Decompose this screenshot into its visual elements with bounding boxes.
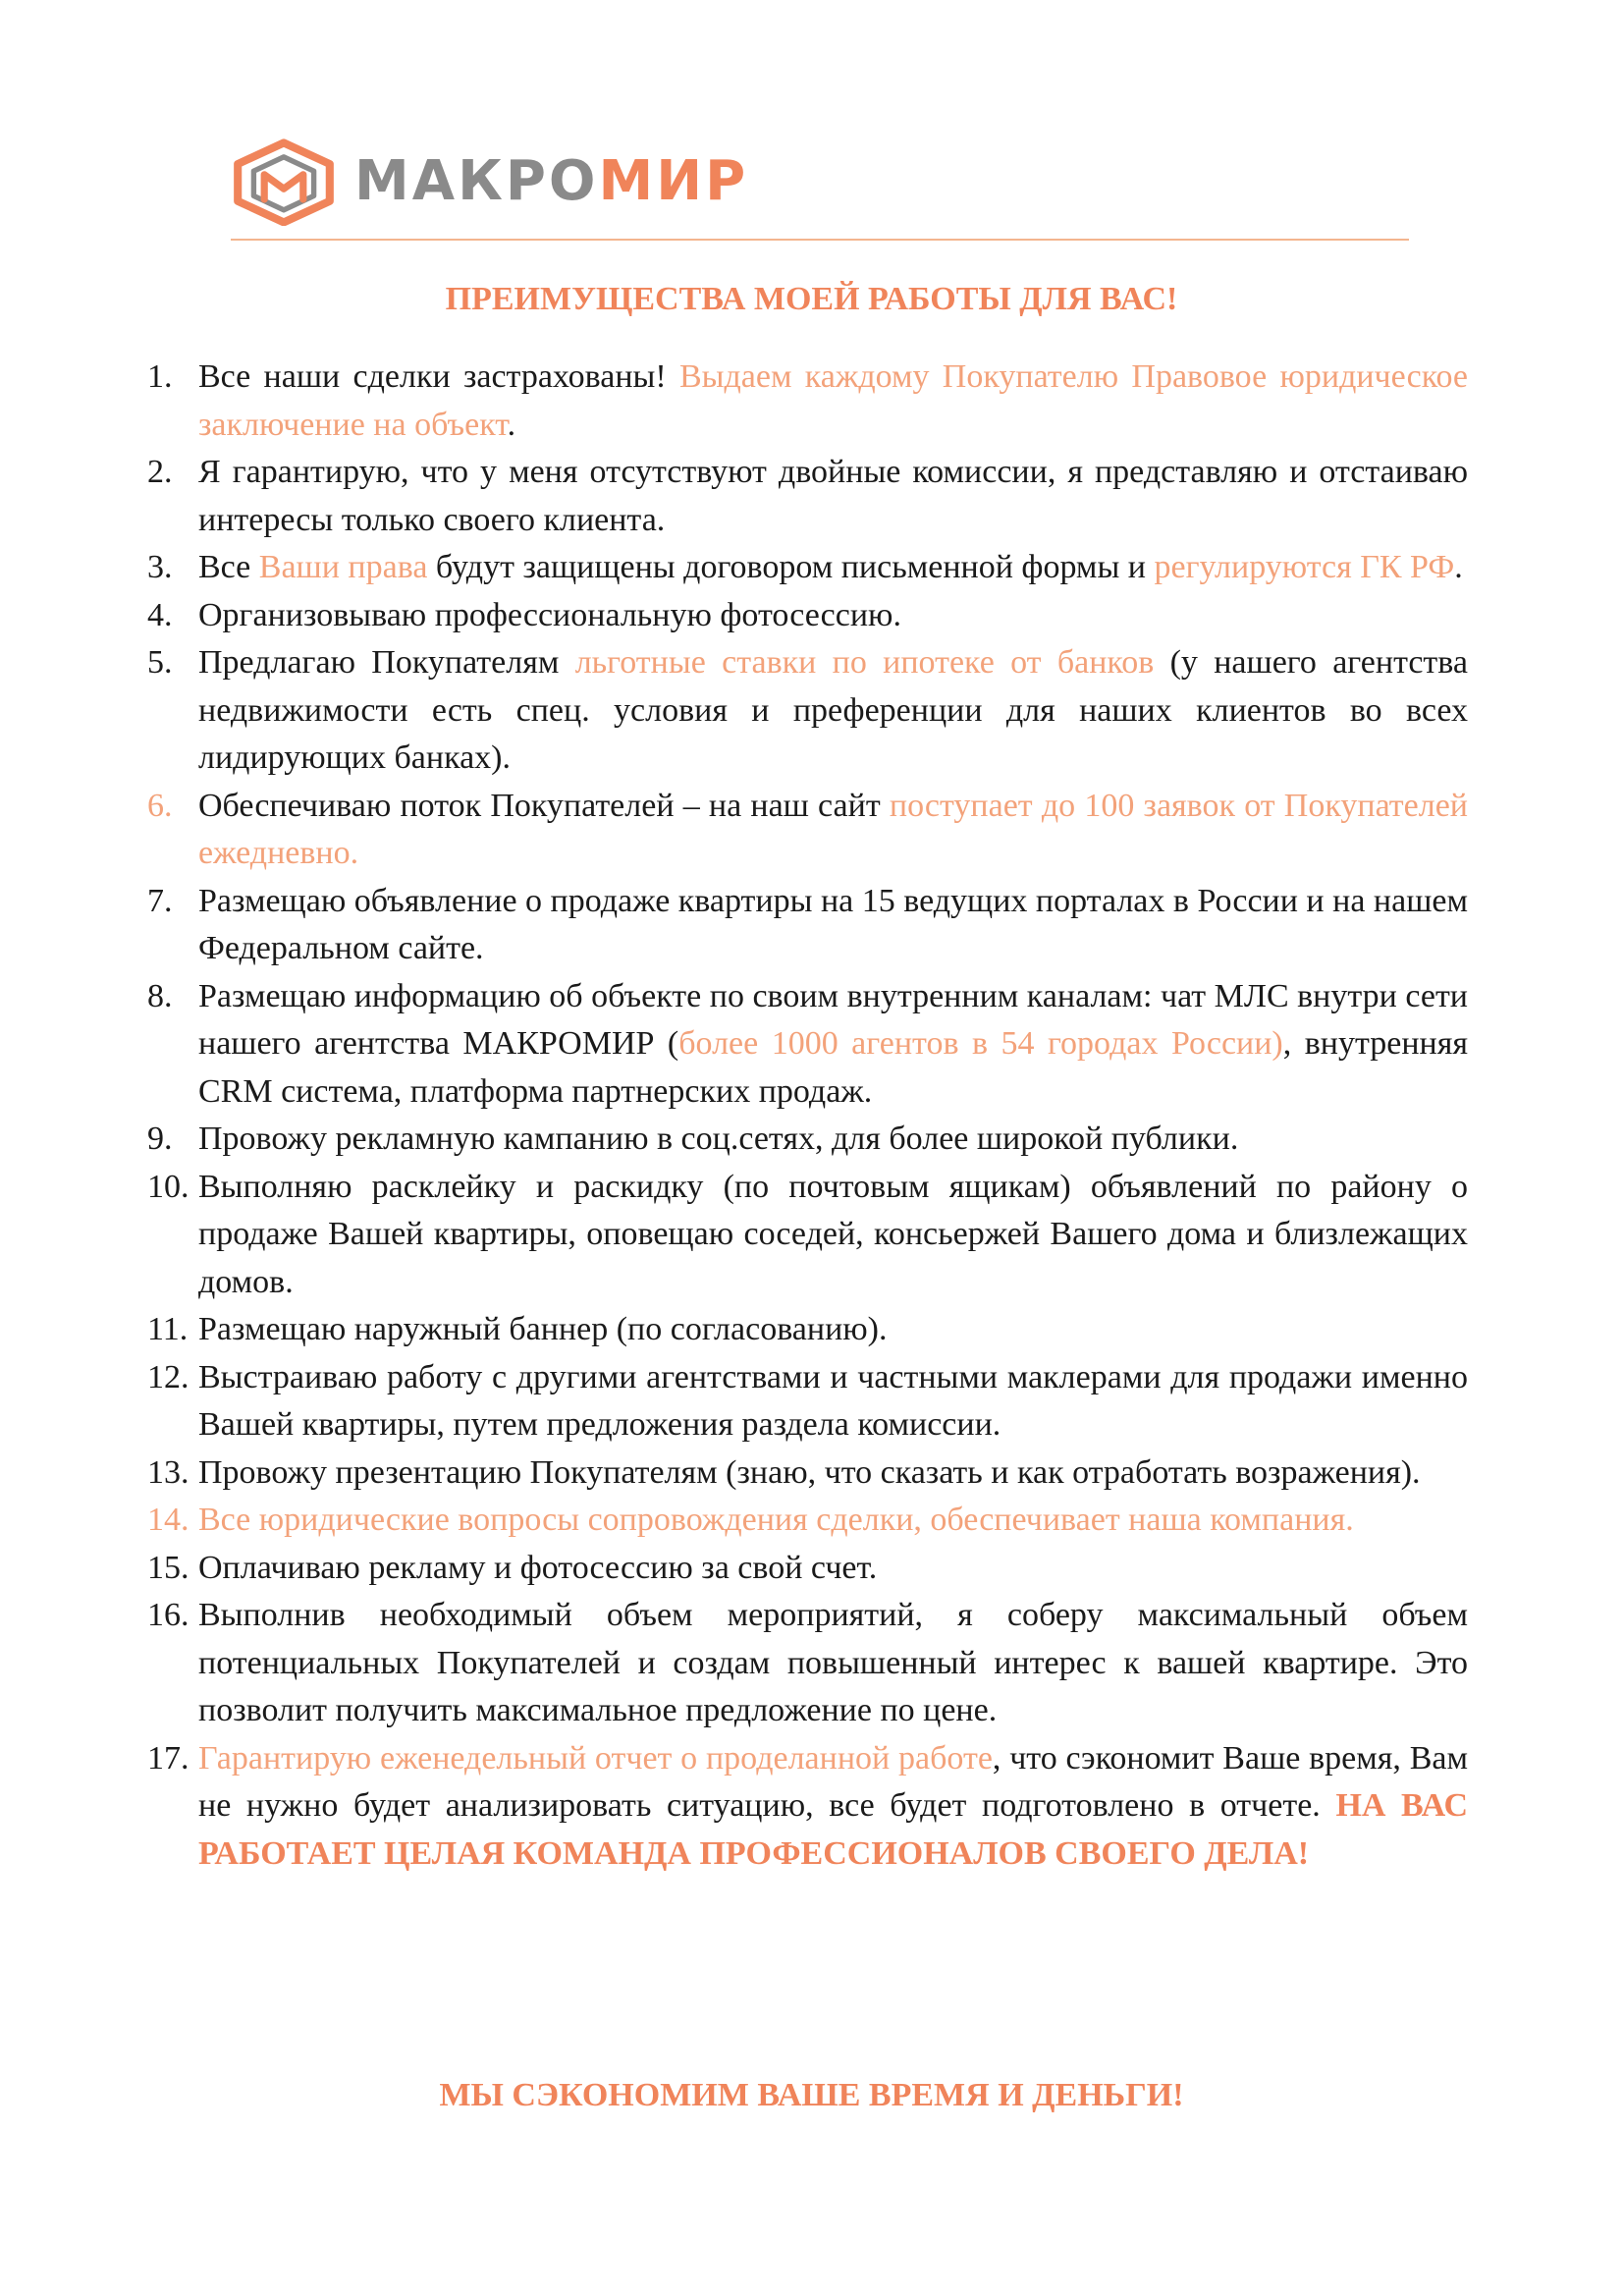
closing-slogan: МЫ СЭКОНОМИМ ВАШЕ ВРЕМЯ И ДЕНЬГИ!: [439, 2077, 1184, 2113]
list-item-number: 6.: [147, 787, 173, 824]
text-segment: Выполнив необходимый объем мероприятий, я соберу максимальный объем потенциальных Покупателей и создам повышенный интерес к вашей квартире. Это позволит получить максимальное предложение по цене.: [198, 1597, 1468, 1728]
highlighted-text: льготные ставки по ипотеке от банков: [574, 644, 1155, 681]
list-item-number: 3.: [147, 549, 173, 585]
list-item: [147, 973, 1468, 1117]
logo-hexagon-icon: [231, 137, 337, 226]
list-item-text: [198, 1497, 1468, 1545]
list-item: [147, 1735, 1468, 1879]
text-segment: Размещаю объявление о продаже квартиры на 15 ведущих порталах в России и на нашем Федеральном сайте.: [198, 882, 1468, 966]
list-item: [147, 878, 1468, 973]
logo-wordmark: [354, 149, 749, 213]
list-item-number: 13.: [147, 1453, 189, 1491]
highlighted-text: Ваши права: [258, 549, 428, 585]
list-item-number: 8.: [147, 977, 173, 1014]
text-segment: Все: [198, 549, 259, 585]
list-item: [147, 1449, 1468, 1498]
list-item-number: 7.: [147, 882, 173, 919]
list-item-text: [198, 878, 1468, 973]
list-item: [147, 783, 1468, 878]
list-item-number: 10.: [147, 1168, 189, 1205]
text-segment: Выстраиваю работу с другими агентствами и частными маклерами для продажи именно Вашей квартиры, путем предложения раздела комиссии.: [198, 1358, 1468, 1443]
text-segment: , внутренняя CRM система, платформа партнерских продаж.: [198, 1025, 1469, 1110]
logo-wordmark-part1: МАКРО: [354, 149, 599, 213]
list-item-number: 16.: [147, 1597, 189, 1633]
list-item: [147, 1545, 1468, 1593]
list-item-text: [198, 973, 1468, 1117]
list-item-text: [198, 639, 1468, 783]
list-item-text: [198, 1354, 1468, 1449]
list-item: [147, 1497, 1468, 1545]
text-segment: Выполняю расклейку и раскидку (по почтовым ящикам) объявлений по району о продаже Вашей квартиры, оповещаю соседей, консьержей Вашего дома и близлежащих домов.: [198, 1168, 1468, 1300]
list-item-text: [198, 592, 1468, 640]
text-segment: Все наши сделки застрахованы!: [198, 358, 679, 395]
text-segment: Провожу презентацию Покупателям (знаю, что сказать и как отработать возражения).: [198, 1453, 1421, 1491]
list-item: [147, 639, 1468, 783]
list-item-number: 5.: [147, 644, 173, 681]
list-item: [147, 449, 1468, 544]
list-item-number: 14.: [147, 1502, 189, 1538]
text-segment: Предлагаю Покупателям: [198, 644, 575, 681]
highlighted-text: регулируются ГК РФ: [1154, 549, 1455, 585]
text-segment: .: [507, 406, 516, 443]
text-segment: Размещаю наружный баннер (по согласованию).: [198, 1311, 888, 1347]
list-item: [147, 1592, 1468, 1735]
text-segment: .: [1454, 549, 1463, 585]
list-item-text: [198, 544, 1468, 592]
highlighted-text: Гарантирую еженедельный отчет о проделанной работе: [198, 1739, 993, 1777]
list-item-text: [198, 449, 1468, 544]
text-segment: Провожу рекламную кампанию в соц.сетях, для более широкой публики.: [198, 1121, 1239, 1157]
list-item: [147, 1354, 1468, 1449]
highlighted-text: НА ВАС РАБОТАЕТ ЦЕЛАЯ КОМАНДА ПРОФЕССИОНАЛОВ СВОЕГО ДЕЛА!: [198, 1787, 1469, 1872]
list-item-text: [198, 1164, 1468, 1307]
list-item-number: 15.: [147, 1549, 189, 1586]
list-item-text: [198, 1592, 1468, 1735]
highlighted-text: Выдаем каждому Покупателю Правовое юридическое заключение на объект: [198, 358, 1468, 443]
text-segment: будут защищены договором письменной формы и: [427, 549, 1155, 585]
header-divider: [231, 239, 1409, 241]
document-title: ПРЕИМУЩЕСТВА МОЕЙ РАБОТЫ ДЛЯ ВАС!: [445, 281, 1178, 317]
list-item-number: 1.: [147, 358, 173, 395]
highlighted-text: Все юридические вопросы сопровождения сделки, обеспечивает наша компания.: [198, 1502, 1354, 1538]
list-item-number: 17.: [147, 1739, 189, 1777]
list-item: [147, 1164, 1468, 1307]
logo-wordmark-part2: МИР: [598, 149, 749, 213]
text-segment: Организовываю профессиональную фотосессию.: [198, 596, 901, 633]
list-item: [147, 1306, 1468, 1354]
list-item: [147, 592, 1468, 640]
text-segment: Я гарантирую, что у меня отсутствуют двойные комиссии, я представляю и отстаиваю интересы только своего клиента.: [198, 454, 1468, 538]
list-item-text: [198, 1449, 1468, 1498]
list-item: [147, 354, 1468, 449]
list-item: [147, 544, 1468, 592]
list-item-text: [198, 783, 1468, 878]
advantages-list: [147, 354, 1468, 1878]
highlighted-text: более 1000 агентов в 54 городах России): [678, 1025, 1283, 1062]
text-segment: Размещаю информацию об объекте по своим внутренним каналам: чат МЛС внутри сети нашего агентства МАКРОМИР (: [198, 977, 1468, 1062]
list-item-text: [198, 354, 1468, 449]
highlighted-text: поступает до 100 заявок от Покупателей ежедневно.: [198, 787, 1469, 871]
text-segment: (у нашего агентства недвижимости есть спец. условия и преференции для наших клиентов во всех лидирующих банках).: [198, 644, 1468, 776]
list-item-number: 9.: [147, 1121, 173, 1157]
text-segment: Оплачиваю рекламу и фотосессию за свой счет.: [198, 1549, 878, 1586]
list-item-text: [198, 1116, 1468, 1164]
list-item-text: [198, 1545, 1468, 1593]
list-item-text: [198, 1735, 1468, 1879]
list-item-number: 2.: [147, 454, 173, 490]
list-item-number: 11.: [147, 1311, 189, 1347]
list-item-number: 4.: [147, 596, 173, 633]
list-item-number: 12.: [147, 1358, 189, 1395]
list-item-text: [198, 1306, 1468, 1354]
company-logo: [231, 137, 748, 226]
text-segment: , что сэкономит Ваше время, Вам не нужно будет анализировать ситуацию, все будет подготовлено в отчете.: [198, 1739, 1469, 1824]
list-item: [147, 1116, 1468, 1164]
text-segment: Обеспечиваю поток Покупателей – на наш сайт: [198, 787, 890, 824]
